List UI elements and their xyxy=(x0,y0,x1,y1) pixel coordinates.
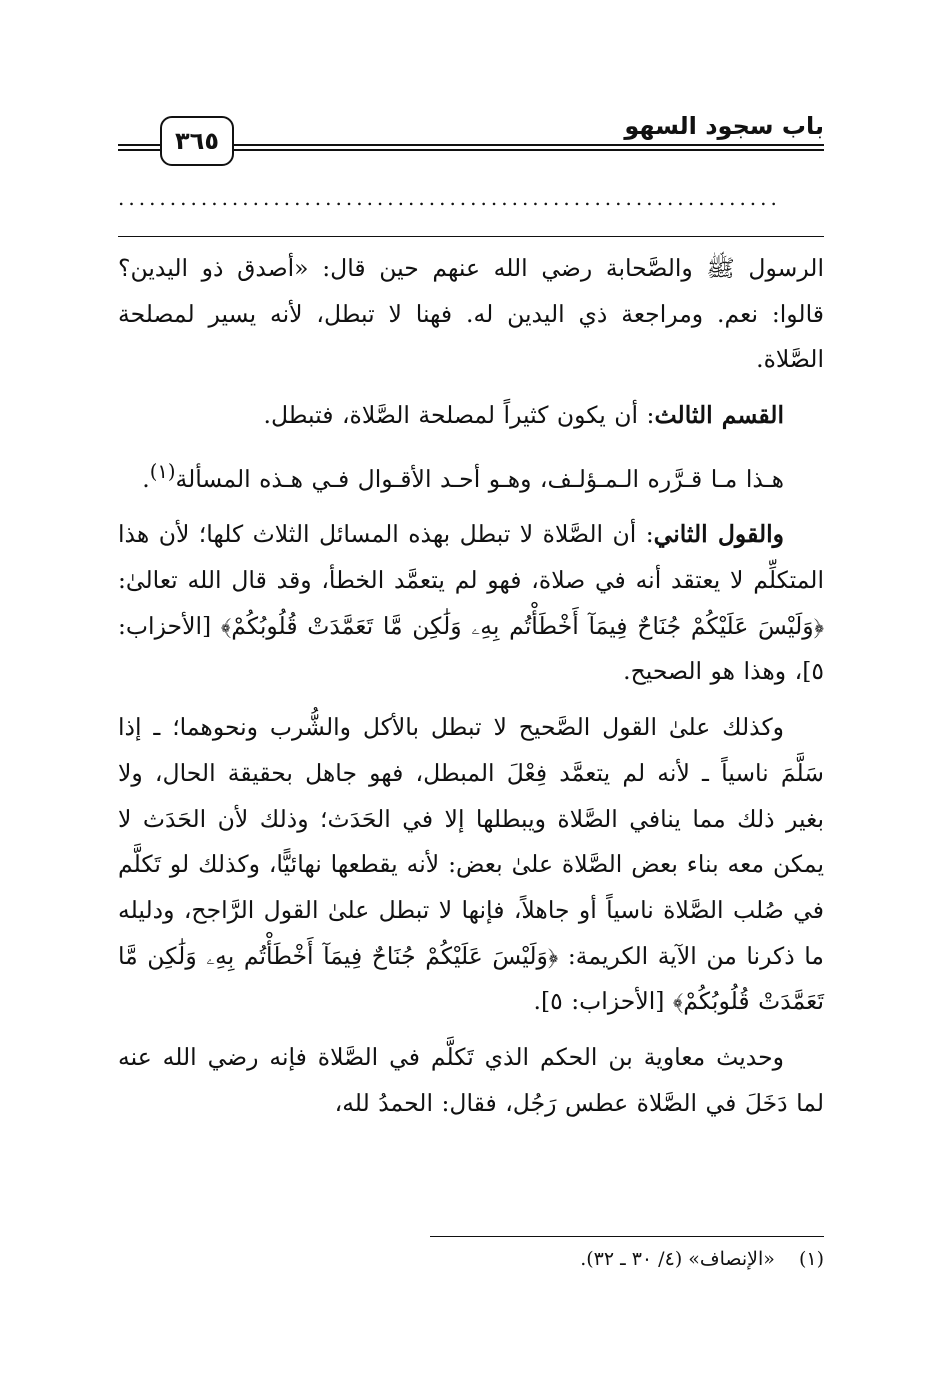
paragraph-text: : أن الصَّلاة لا تبطل بهذه المسائل الثلاث كلها؛ لأن هذا المتكلِّم لا يعتقد أنه في صلاة، فهو لم يتعمَّد الخطأ، وقد قال الله تعالىٰ: ﴿وَلَيْسَ عَلَيْكُمْ جُنَاحٌ فِيمَآ أَخْطَأْتُم بِهِۦ وَلَٰكِن مَّا تَعَمَّدَتْ قُلُوبُكُمْ﴾ [الأحزاب: ٥]، وهذا هو الصحيح. xyxy=(118,520,824,686)
footnote-ref: (١) xyxy=(149,459,176,483)
section-heading: القسم الثالث xyxy=(654,401,784,430)
paragraph xyxy=(118,512,824,695)
paragraph-text: : أن يكون كثيراً لمصلحة الصَّلاة، فتبطل. xyxy=(263,401,655,430)
paragraph-text: الرسول ﷺ والصَّحابة رضي الله عنهم حين قال: «أصدق ذو اليدين؟ قالوا: نعم. ومراجعة ذي اليدين له. فهنا لا تبطل، لأنه يسير لمصلحة الصَّلاة. xyxy=(118,254,824,374)
footnote-number: (١) xyxy=(798,1248,824,1270)
paragraph xyxy=(118,705,824,1025)
main-text xyxy=(118,246,824,1136)
paragraph xyxy=(118,246,824,383)
paragraph xyxy=(118,449,824,503)
page-number: ٣٦٥ xyxy=(160,116,234,166)
paragraph xyxy=(118,393,824,439)
paragraph-text: . xyxy=(142,464,150,493)
footnote xyxy=(430,1244,824,1274)
paragraph-text: وكذلك علىٰ القول الصَّحيح لا تبطل بالأكل والشُّرب ونحوهما؛ ـ إذا سَلَّمَ ناسياً ـ لأنه لم يتعمَّد فِعْلَ المبطل، فهو جاهل بحقيقة الحال، ولا بغير ذلك مما ينافي الصَّلاة ويبطلها إلا في الحَدَث؛ وذلك لأن الحَدَث لا يمكن معه بناء بعض الصَّلاة علىٰ بعض: لأنه يقطعها نهائيًّا، وكذلك لو تَكلَّم في صُلب الصَّلاة ناسياً أو جاهلاً، فإنها لا تبطل علىٰ القول الرَّاجح، ودليله ما ذكرنا من الآية الكريمة: ﴿وَلَيْسَ عَلَيْكُمْ جُنَاحٌ فِيمَآ أَخْطَأْتُم بِهِۦ وَلَٰكِن مَّا تَعَمَّدَتْ قُلُوبُكُمْ﴾ [الأحزاب: ٥]. xyxy=(118,713,824,1016)
footnote-text: «الإنصاف» (٤/ ٣٠ ـ ٣٢). xyxy=(580,1248,775,1270)
dotted-separator: ................................................................ xyxy=(118,186,781,210)
footnote-separator xyxy=(430,1236,824,1237)
top-separator-line xyxy=(118,236,824,237)
paragraph-text: هـذا مـا قـرَّره الـمـؤلـف، وهـو أحـد الأقـوال فـي هـذه المسألة xyxy=(175,464,784,493)
paragraph xyxy=(118,1035,824,1126)
paragraph-text: وحديث معاوية بن الحكم الذي تَكلَّم في الصَّلاة فإنه رضي الله عنه لما دَخَلَ في الصَّلاة عطس رَجُل، فقال: الحمدُ لله، xyxy=(118,1043,824,1117)
chapter-title: باب سجود السهو xyxy=(624,112,824,140)
section-heading: والقول الثاني xyxy=(653,520,784,549)
page-header xyxy=(118,112,824,160)
